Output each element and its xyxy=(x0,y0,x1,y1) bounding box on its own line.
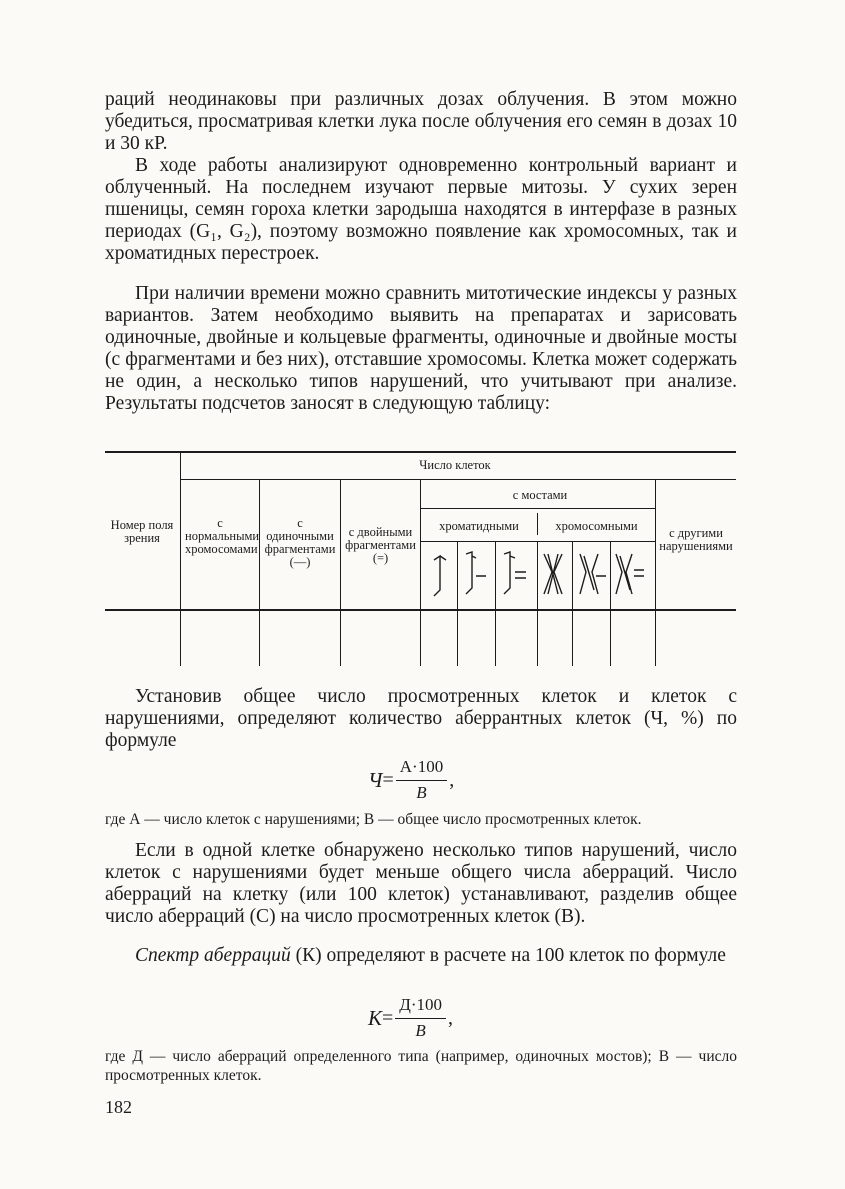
col-field-number: Номер поля зрения xyxy=(110,518,174,545)
formula-comma: , xyxy=(449,768,455,791)
formula-lhs: Ч xyxy=(368,767,383,792)
chromosome-bridge-fragment-icon xyxy=(580,554,606,594)
paragraph-6 xyxy=(105,945,737,967)
chromatid-bridge-fragment-icon xyxy=(466,552,486,594)
formula-fraction xyxy=(396,757,447,803)
formula-eq: = xyxy=(382,768,394,791)
paragraph-4: Установив общее число просмотренных клеток и клеток с нарушениями, определяют количество аберрантных клеток (Ч, %) по формуле xyxy=(105,686,737,751)
paragraph-1: раций неодинаковы при различных дозах облучения. В этом можно убедиться, просматривая клетки лука после облучения его семян в дозах 10 и 30 кР. xyxy=(105,89,737,154)
col-other: с другими нарушениями xyxy=(659,526,733,553)
col-bridges: с мостами xyxy=(512,488,568,502)
chromosome-bridge-icon xyxy=(544,554,562,594)
formula-fraction xyxy=(395,995,446,1041)
col-cells-count: Число клеток xyxy=(419,458,491,472)
paragraph-6-text: (К) определяют в расчете на 100 клеток по формуле xyxy=(290,945,726,966)
formula-eq: = xyxy=(381,1006,394,1029)
table-rule xyxy=(340,479,341,666)
spectrum-term: Спектр аберраций xyxy=(135,945,291,966)
col-double-fragments: с двойными фрагментами (=) xyxy=(345,525,416,565)
col-normal: с нормальными хромосомами xyxy=(185,516,260,556)
formula-denominator: В xyxy=(415,1021,426,1040)
chromosome-bridge-double-fragment-icon xyxy=(616,554,644,594)
formula-legend-2: где Д — число аберраций определенного типа (например, одиночных мостов); В — число просмотренных клеток. xyxy=(105,1048,737,1084)
paragraph-5: Если в одной клетке обнаружено несколько типов нарушений, число клеток с нарушениями будет меньше общего числа аберраций. Число аберраций на клетку (или 100 клеток) устанавливают, разделив общее число аберраций (С) на число просмотренных клеток (В). xyxy=(105,840,737,927)
formula-legend-1: где А — число клеток с нарушениями; В — общее число просмотренных клеток. xyxy=(105,811,642,828)
table-rule xyxy=(259,479,260,666)
chromatid-bridge-double-fragment-icon xyxy=(504,552,526,594)
paragraph-3: При наличии времени можно сравнить митотические индексы у разных вариантов. Затем необходимо выявить на препаратах и зарисовать одиночные, двойные и кольцевые фрагменты, одиночные и двойные мосты (с фрагментами и без них), отставшие хромосомы. Клетка может содержать не один, а несколько типов нарушений, что учитывают при анализе. Результаты подсчетов заносят в следующую таблицу: xyxy=(105,283,737,414)
formula-lhs: К xyxy=(368,1005,382,1030)
paragraph-2: В ходе работы анализируют одновременно контрольный вариант и облученный. На последнем изучают первые митозы. У сухих зерен пшеницы, семян гороха клетки зародыша находятся в интерфазе в разных периодах (G₁, G₂), поэтому возможно появление как хромосомных, так и хроматидных перестроек. xyxy=(105,155,737,264)
col-single-fragments: с одиночными фрагментами (—) xyxy=(264,516,336,569)
chromatid-bridge-icon xyxy=(434,556,446,596)
results-table xyxy=(105,451,736,666)
col-chromatid: хроматидными xyxy=(439,519,519,533)
bridge-symbols xyxy=(420,542,656,608)
table-rule xyxy=(180,451,181,666)
col-chromosome: хромосомными xyxy=(555,519,638,533)
table-top-rule xyxy=(105,451,736,453)
formula-aberrant-cells xyxy=(368,757,454,803)
table-rule xyxy=(537,513,538,535)
table-rule xyxy=(180,479,736,480)
formula-comma: , xyxy=(448,1006,453,1029)
page-number: 182 xyxy=(105,1097,132,1117)
formula-numerator: Д·100 xyxy=(395,995,446,1019)
formula-denominator: В xyxy=(416,783,427,802)
formula-numerator: А·100 xyxy=(396,757,447,781)
table-rule xyxy=(420,508,655,509)
formula-spectrum xyxy=(368,995,453,1041)
